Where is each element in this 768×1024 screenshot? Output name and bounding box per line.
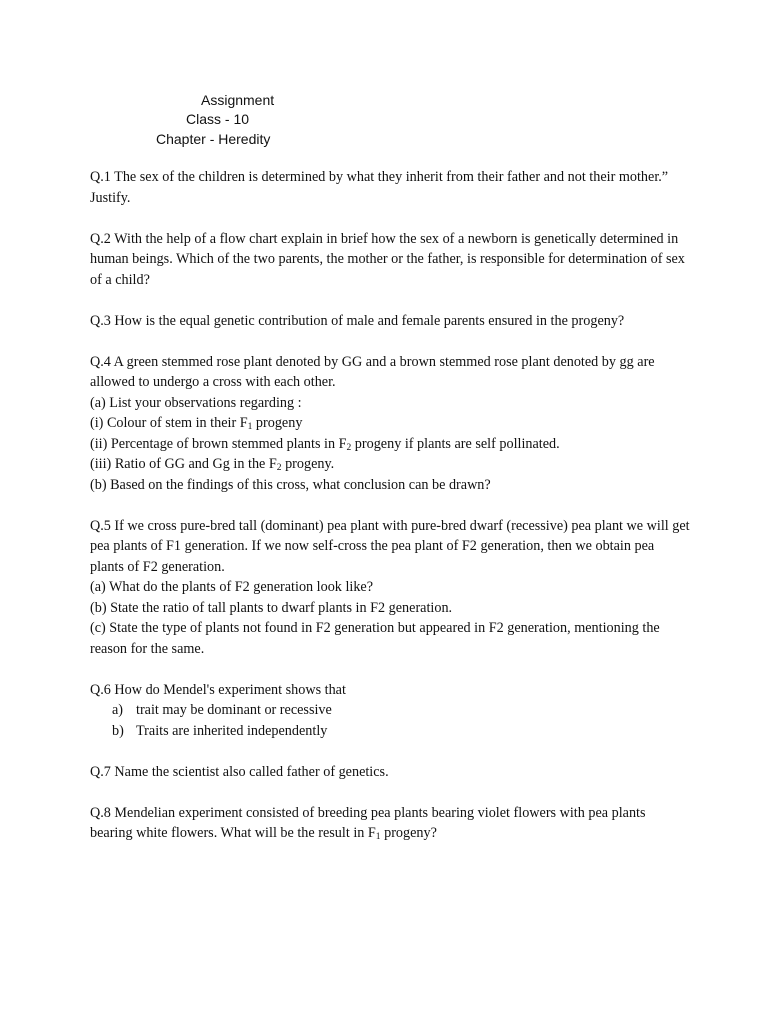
question-5-intro: Q.5 If we cross pure-bred tall (dominant) pea plant with pure-bred dwarf (recessive) pea plant we will get pea plants of F1 generation. If we now self-cross the pea plant of F2 generation, then we obtain pea plants of F2 generation. — [90, 517, 690, 575]
question-6-list — [90, 700, 690, 741]
question-6-intro: Q.6 How do Mendel's experiment shows that — [90, 681, 346, 698]
question-5 — [90, 516, 690, 660]
question-4-part-ii: (ii) Percentage of brown stemmed plants in $F_2$ progeny if plants are self pollinated. — [90, 435, 560, 453]
questions-body — [90, 167, 690, 864]
question-4-part-a: (a) List your observations regarding : — [90, 394, 302, 411]
question-4-part-b: (b) Based on the findings of this cross, what conclusion can be drawn? — [90, 476, 491, 493]
class-label: Class - 10 — [186, 111, 250, 127]
question-4 — [90, 352, 690, 496]
chapter-label: Chapter - Heredity — [156, 131, 271, 147]
question-5-part-c: (c) State the type of plants not found in F2 generation but appeared in F2 generation, mentioning the reason for the same. — [90, 620, 660, 657]
question-1-text: Q.1 The sex of the children is determined by what they inherit from their father and not their mother.” Justify. — [90, 169, 669, 206]
list-item-text: trait may be dominant or recessive — [136, 702, 332, 718]
list-item-text: Traits are inherited independently — [136, 722, 328, 739]
question-3 — [90, 311, 690, 332]
question-7 — [90, 762, 690, 783]
question-2 — [90, 229, 690, 291]
assignment-title: Assignment — [201, 92, 275, 108]
question-6 — [90, 680, 690, 742]
list-item — [90, 721, 690, 742]
question-1 — [90, 167, 690, 208]
question-7-text: Q.7 Name the scientist also called father of genetics. — [90, 763, 389, 780]
question-8 — [90, 803, 690, 844]
list-item — [90, 700, 690, 721]
question-4-intro: Q.4 A green stemmed rose plant denoted by GG and a brown stemmed rose plant denoted by gg are allowed to undergo a cross with each other. — [90, 353, 655, 390]
question-8-text: Q.8 Mendelian experiment consisted of breeding pea plants bearing violet flowers with pea plants bearing white flowers. What will be the result in $F_1$ progeny? — [90, 804, 646, 842]
question-4-part-iii: (iii) Ratio of GG and Gg in the $F_2$ progeny. — [90, 456, 335, 473]
question-4-part-i: (i) Colour of stem in their $F_1$ progeny — [90, 415, 303, 432]
question-2-text: Q.2 With the help of a flow chart explain in brief how the sex of a newborn is genetically determined in human beings. Which of the two parents, the mother or the father, is responsible for determination of sex of a child? — [90, 230, 685, 288]
list-item-label: a) — [112, 702, 124, 718]
question-5-part-a: (a) What do the plants of F2 generation look like? — [90, 579, 374, 595]
question-5-part-b: (b) State the ratio of tall plants to dwarf plants in F2 generation. — [90, 599, 453, 616]
question-3-text: Q.3 How is the equal genetic contribution of male and female parents ensured in the progeny? — [90, 312, 625, 329]
list-item-label: b) — [112, 722, 124, 739]
